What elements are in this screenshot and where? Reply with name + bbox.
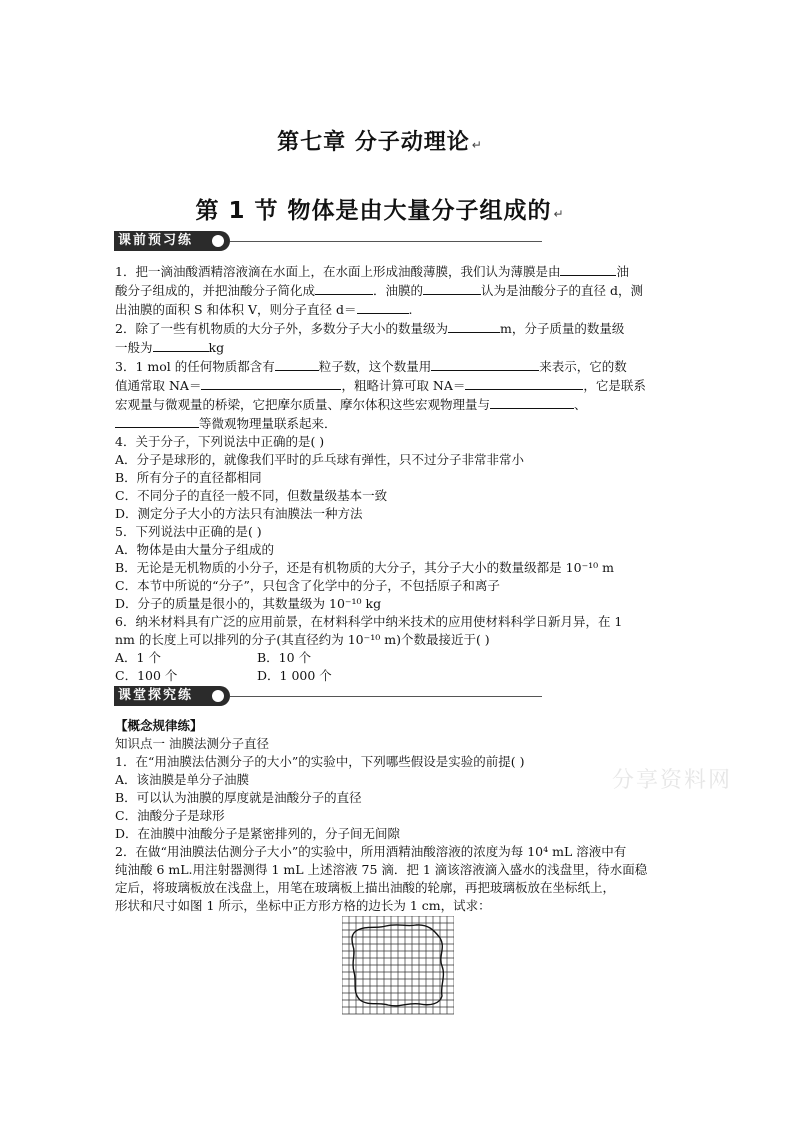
answer-blank[interactable] — [465, 376, 583, 390]
answer-blank[interactable] — [431, 357, 539, 371]
option-a[interactable]: A．物体是由大量分子组成的 — [115, 542, 275, 557]
question-1-line: 酸分子组成的，并把油酸分子简化成 ．油膜的 认为是油酸分子的直径 d，测 — [115, 283, 644, 298]
question-5-stem: 5．下列说法中正确的是( ) — [115, 524, 262, 539]
question-2-line: 定后，将玻璃板放在浅盘上，用笔在玻璃板上描出油酸的轮廓，再把玻璃板放在坐标纸上， — [115, 880, 616, 895]
option-b[interactable]: B．10 个 — [257, 650, 312, 665]
question-3-line: 3．1 mol 的任何物质都含有 粒子数，这个数量用 来表示，它的数 — [115, 359, 627, 374]
answer-blank[interactable] — [275, 357, 319, 371]
option-b[interactable]: B．可以认为油膜的厚度就是油酸分子的直径 — [115, 790, 362, 805]
option-d[interactable]: D．分子的质量是很小的，其数量级为 10⁻¹⁰ kg — [115, 596, 382, 611]
question-1-line: 出油膜的面积 S 和体积 V，则分子直径 d＝ . — [115, 302, 413, 317]
knowledge-point: 知识点一 油膜法测分子直径 — [115, 736, 269, 751]
option-c[interactable]: C．不同分子的直径一般不同，但数量级基本一致 — [115, 488, 388, 503]
option-a[interactable]: A．该油膜是单分子油膜 — [115, 772, 250, 787]
answer-blank[interactable] — [315, 281, 373, 295]
question-2-line: 形状和尺寸如图 1 所示，坐标中正方形方格的边长为 1 cm，试求： — [115, 898, 491, 913]
option-d[interactable]: D．在油膜中油酸分子是紧密排列的，分子间无间隙 — [115, 826, 401, 841]
option-c[interactable]: C．本节中所说的“分子”，只包含了化学中的分子，不包括原子和离子 — [115, 578, 500, 593]
option-c[interactable]: C．油酸分子是球形 — [115, 808, 225, 823]
option-d[interactable]: D．测定分子大小的方法只有油膜法一种方法 — [115, 506, 363, 521]
preview-exercises — [115, 262, 685, 685]
question-3-line: 宏观量与微观量的桥梁，它把摩尔质量、摩尔体积这些宏观物理量与 、 — [115, 397, 587, 412]
question-2-line: 2．除了一些有机物质的大分子外，多数分子大小的数量级为 m，分子质量的数量级 — [115, 321, 625, 336]
banner-rule — [230, 696, 542, 697]
option-d[interactable]: D．1 000 个 — [257, 668, 332, 683]
concept-heading: 【概念规律练】 — [115, 718, 203, 733]
question-6-options-row — [115, 667, 685, 685]
watermark: 分享资料网 — [612, 768, 733, 793]
question-2-line: 2．在做“用油膜法估测分子大小”的实验中，所用酒精油酸溶液的浓度为每 10⁴ mL 溶液中有 — [115, 844, 627, 859]
question-1-stem: 1．在“用油膜法估测分子的大小”的实验中，下列哪些假设是实验的前提( ) — [115, 754, 525, 769]
banner-label: 课前预习练 — [114, 231, 230, 251]
question-3-line: 值通常取 NA＝ ，粗略计算可取 NA＝ ，它是联系 — [115, 378, 646, 393]
question-2-line: 一般为 kg — [115, 340, 225, 355]
section-title: 第 1 节 物体是由大量分子组成的 ↵ — [195, 198, 565, 224]
banner-label: 课堂探究练 — [114, 686, 230, 706]
answer-blank[interactable] — [153, 338, 209, 352]
question-2-line: 纯油酸 6 mL.用注射器测得 1 mL 上述溶液 75 滴．把 1 滴该溶液滴入盛水的浅盘里，待水面稳 — [115, 862, 648, 877]
answer-blank[interactable] — [357, 300, 409, 314]
inclass-exercises — [115, 717, 685, 915]
option-c[interactable]: C．100 个 — [115, 668, 178, 683]
chapter-title: 第七章 分子动理论 ↵ — [277, 130, 483, 155]
circle-icon — [212, 690, 224, 702]
answer-blank[interactable] — [201, 376, 341, 390]
answer-blank[interactable] — [115, 414, 199, 428]
question-4-stem: 4．关于分子，下列说法中正确的是( ) — [115, 434, 325, 449]
question-3-line: 等微观物理量联系起来． — [115, 414, 685, 433]
option-a[interactable]: A．分子是球形的，就像我们平时的乒乓球有弹性，只不过分子非常非常小 — [115, 452, 525, 467]
answer-blank[interactable] — [448, 319, 500, 333]
question-1-line: 1．把一滴油酸酒精溶液滴在水面上，在水面上形成油酸薄膜，我们认为薄膜是由 油 — [115, 264, 629, 279]
answer-blank[interactable] — [423, 281, 481, 295]
option-b[interactable]: B．无论是无机物质的小分子，还是有机物质的大分子，其分子大小的数量级都是 10⁻¹⁰ m — [115, 560, 615, 575]
option-b[interactable]: B．所有分子的直径都相同 — [115, 470, 262, 485]
answer-blank[interactable] — [560, 262, 616, 276]
oil-film-grid-figure — [342, 916, 454, 1016]
banner-rule — [230, 241, 542, 242]
question-6-line: nm 的长度上可以排列的分子(其直径约为 10⁻¹⁰ m)个数最接近于( ) — [115, 632, 490, 647]
question-6-options-row — [115, 649, 685, 667]
answer-blank[interactable] — [490, 395, 574, 409]
question-6-line: 6．纳米材料具有广泛的应用前景，在材料科学中纳米技术的应用使材料科学日新月异，在 1 — [115, 614, 623, 629]
option-a[interactable]: A．1 个 — [115, 650, 161, 665]
circle-icon — [212, 235, 224, 247]
